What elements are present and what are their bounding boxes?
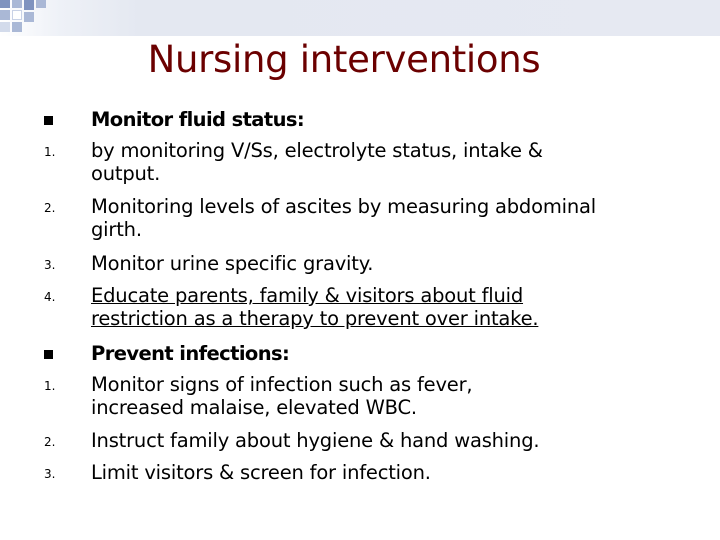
corner-square bbox=[12, 0, 22, 8]
corner-square bbox=[24, 0, 34, 10]
square-bullet-icon bbox=[44, 116, 53, 125]
item-text: Instruct family about hygiene & hand washing. bbox=[91, 429, 540, 452]
item-text: by monitoring V/Ss, electrolyte status, intake & output. bbox=[91, 139, 543, 185]
item-number: 3. bbox=[44, 467, 56, 481]
corner-square bbox=[0, 0, 10, 8]
item-number: 2. bbox=[44, 435, 56, 449]
item-text: Educate parents, family & visitors about fluid restriction as a therapy to prevent over intake. bbox=[91, 284, 539, 330]
item-number: 1. bbox=[44, 379, 56, 393]
corner-square bbox=[12, 22, 22, 32]
item-text: Monitor signs of infection such as fever, increased malaise, elevated WBC. bbox=[91, 373, 473, 419]
item-text: Monitor urine specific gravity. bbox=[91, 252, 374, 275]
corner-square bbox=[12, 10, 22, 20]
item-number: 1. bbox=[44, 145, 56, 159]
section-heading: Monitor fluid status: bbox=[91, 108, 305, 131]
corner-square bbox=[0, 10, 10, 20]
item-number: 2. bbox=[44, 201, 56, 215]
item-number: 3. bbox=[44, 258, 56, 272]
header-banner bbox=[0, 0, 720, 36]
item-number: 4. bbox=[44, 290, 56, 304]
square-bullet-icon bbox=[44, 350, 53, 359]
slide-title: Nursing interventions bbox=[147, 38, 541, 81]
corner-square bbox=[24, 12, 34, 22]
section-heading: Prevent infections: bbox=[91, 342, 290, 365]
corner-square bbox=[36, 0, 46, 8]
corner-square bbox=[0, 22, 10, 32]
item-text: Monitoring levels of ascites by measuring abdominal girth. bbox=[91, 195, 596, 241]
item-text: Limit visitors & screen for infection. bbox=[91, 461, 431, 484]
